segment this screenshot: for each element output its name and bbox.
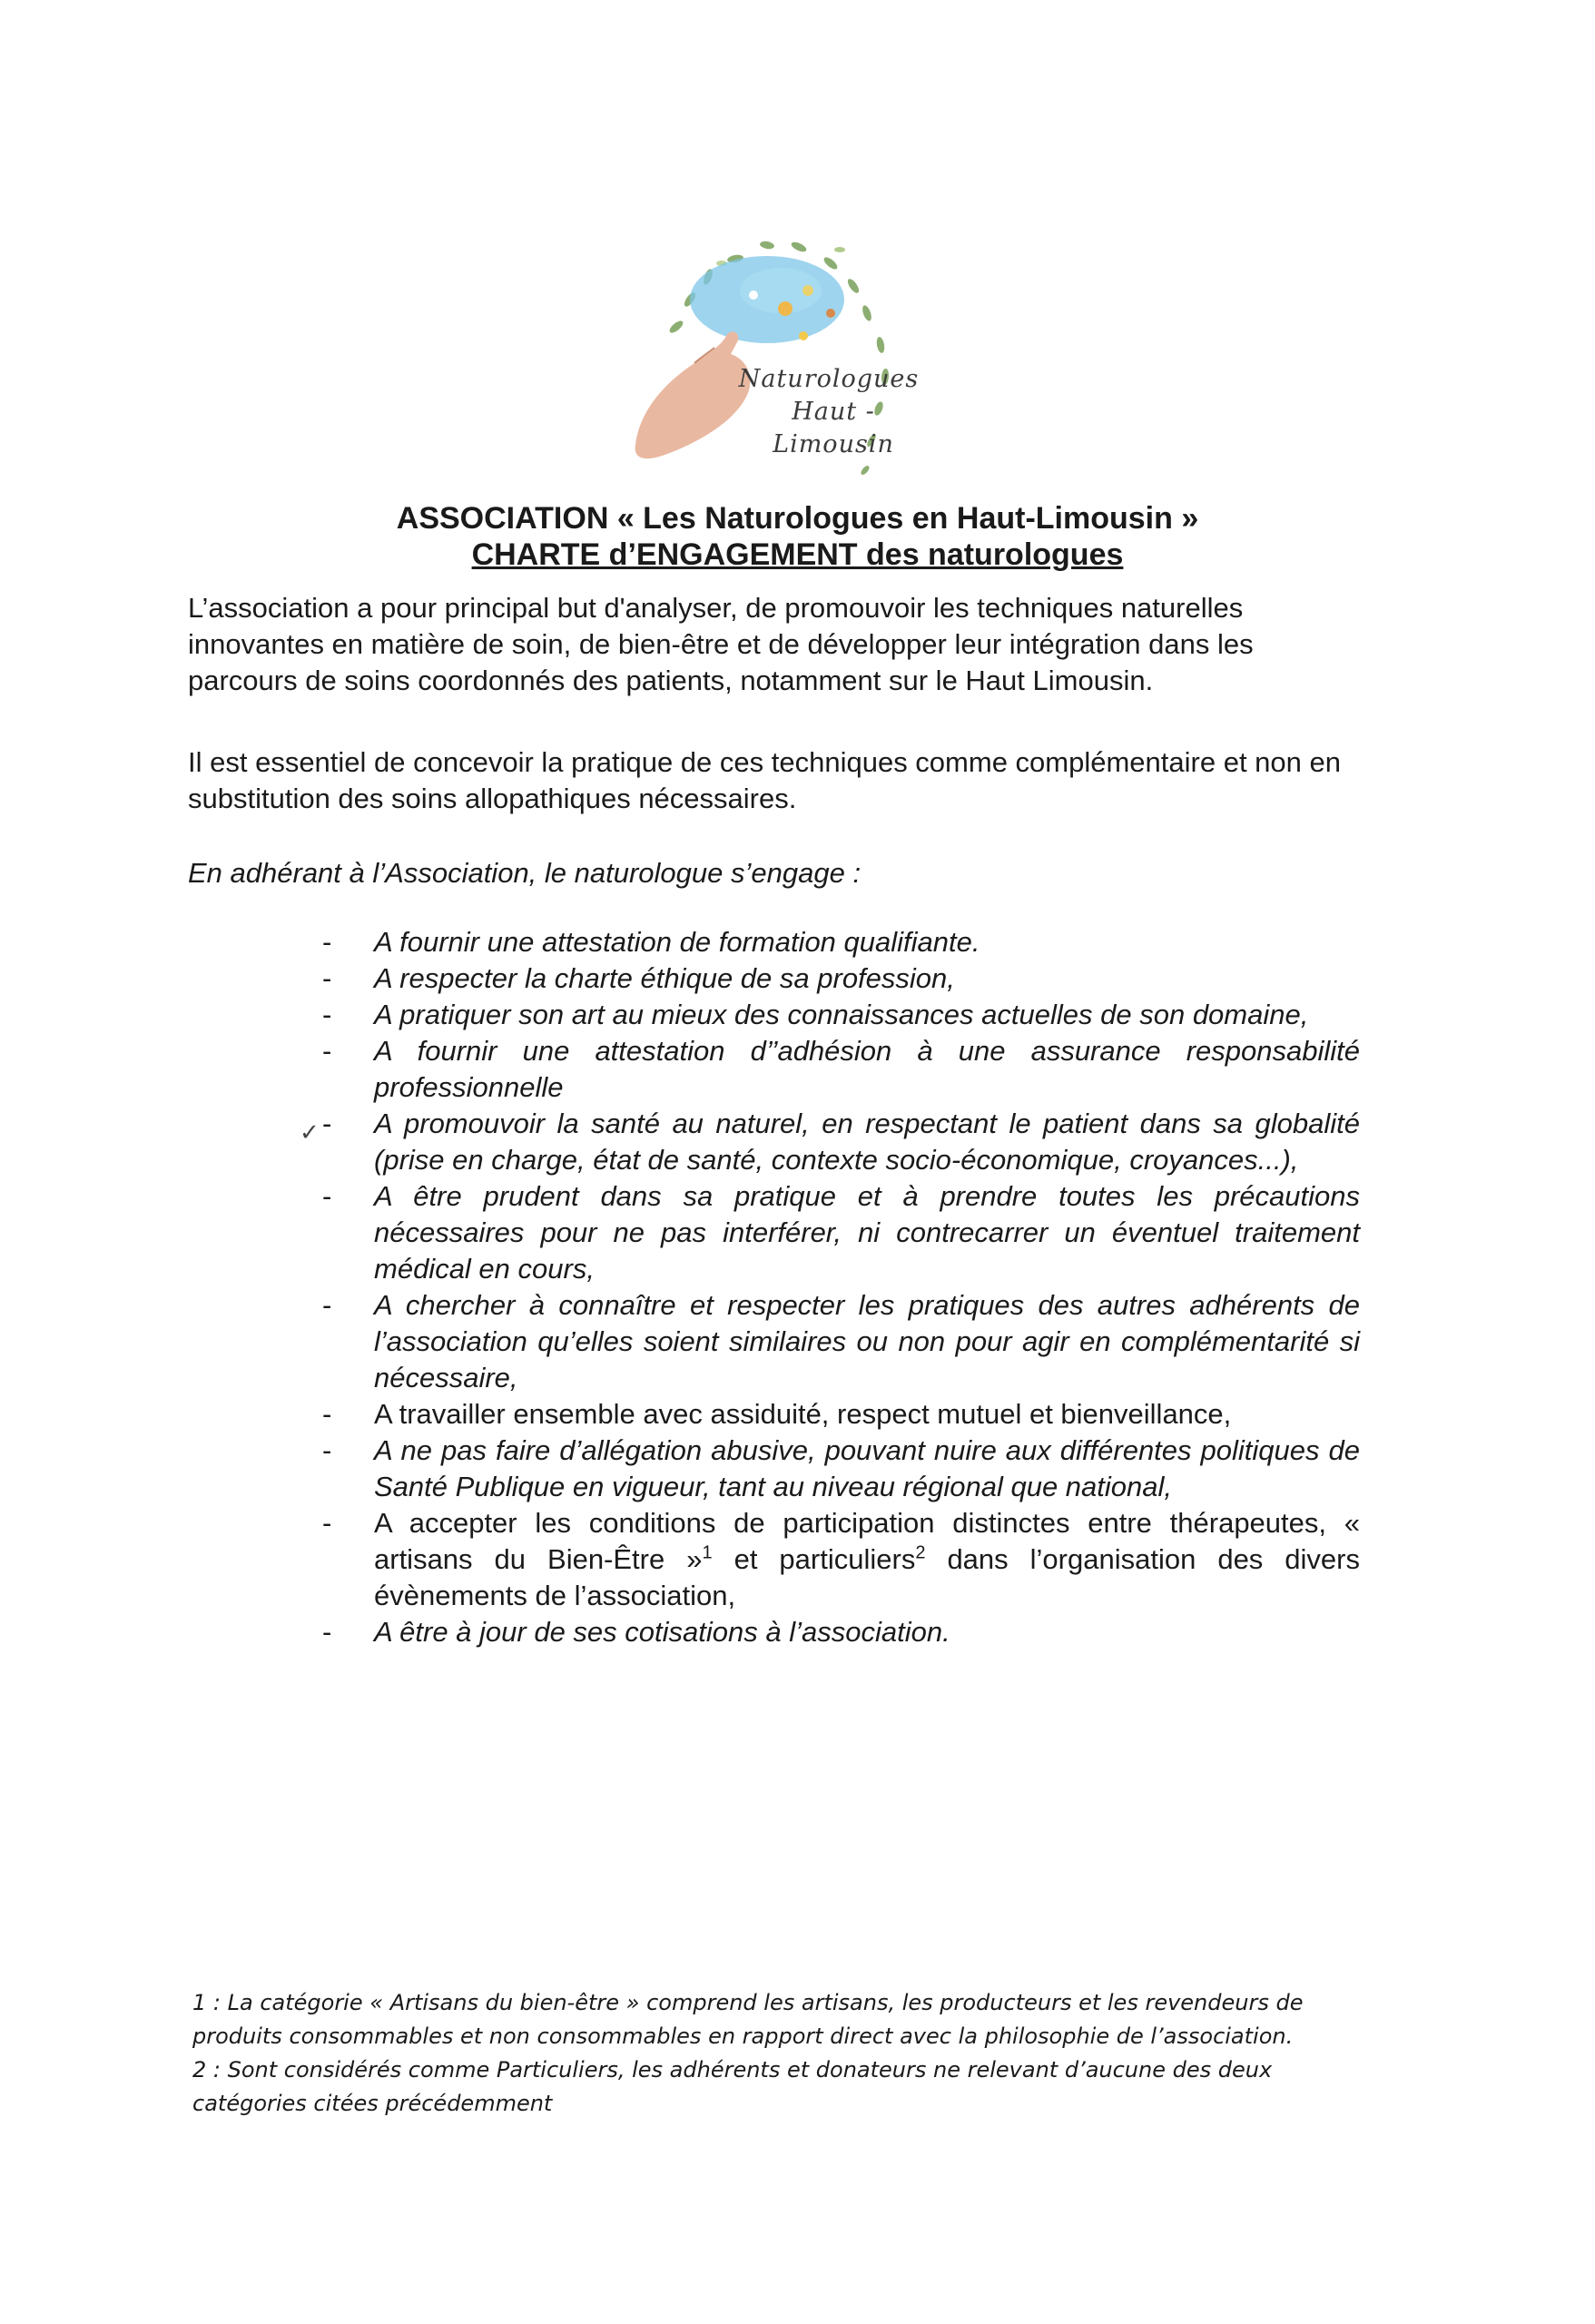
logo-text-line1: Naturologues xyxy=(738,365,920,393)
list-item: - A promouvoir la santé au naturel, en respectant le patient dans sa globalité (prise en charge, état de santé, contexte socio-économique, croyances...), xyxy=(322,1108,1360,1176)
list-item: - A fournir une attestation de formation qualifiante. xyxy=(322,926,980,958)
list-item: - A accepter les conditions de participation distinctes entre thérapeutes, « artisans du Bien-Être »$^1$ et particuliers$^2$ dans l’organisation des divers évènements de l’association, xyxy=(322,1507,1360,1611)
list-item: - A travailler ensemble avec assiduité, respect mutuel et bienveillance, xyxy=(322,1398,1232,1430)
list-item: - A fournir une attestation d’’adhésion à une assurance responsabilité professionnelle xyxy=(322,1035,1360,1103)
intro-paragraph-2: Il est essentiel de concevoir la pratique de ces techniques comme complémentaire et non en substitution des soins allopathiques nécessaires. xyxy=(188,746,1341,814)
intro-paragraph-1: L’association a pour principal but d'analyser, de promouvoir les techniques naturelles innovantes en matière de soin, de bien-être et de développer leur intégration dans les parcours de soins coordonnés des patients, notamment sur le Haut Limousin. xyxy=(188,592,1254,696)
footnotes xyxy=(192,1986,1364,2121)
list-item: - A chercher à connaître et respecter les pratiques des autres adhérents de l’association qu’elles soient similaires ou non pour agir en complémentarité si nécessaire, xyxy=(322,1289,1360,1393)
list-item: - A être à jour de ses cotisations à l’association. xyxy=(322,1616,950,1648)
logo-text xyxy=(729,363,929,461)
document-subtitle: CHARTE d’ENGAGEMENT des naturologues xyxy=(471,537,1124,572)
logo-text-line2: Haut - Limousin xyxy=(773,398,894,458)
list-item: - A respecter la charte éthique de sa profession, xyxy=(322,962,955,994)
tick-mark-icon: ✓ xyxy=(300,1118,320,1146)
commitment-intro: En adhérant à l’Association, le naturologue s’engage : xyxy=(188,857,861,889)
list-item: - A être prudent dans sa pratique et à prendre toutes les précautions nécessaires pour ne pas interférer, ni contrecarrer un éventuel traitement médical en cours, xyxy=(322,1180,1360,1285)
association-logo xyxy=(622,227,935,499)
list-item: - A ne pas faire d’allégation abusive, pouvant nuire aux différentes politiques de Santé Publique en vigueur, tant au niveau régional que national, xyxy=(322,1434,1360,1502)
footnote-2: 2 : Sont considérés comme Particuliers, les adhérents et donateurs ne relevant d’aucune des deux catégories citées précédemment xyxy=(192,2057,1273,2116)
document-title: ASSOCIATION « Les Naturologues en Haut-Limousin » xyxy=(396,501,1199,536)
footnote-1: 1 : La catégorie « Artisans du bien-être » comprend les artisans, les producteurs et les revendeurs de produits consommables et non consommables en rapport direct avec la philosophie de l’association. xyxy=(192,1990,1304,2049)
list-item: - A pratiquer son art au mieux des connaissances actuelles de son domaine, xyxy=(322,999,1309,1030)
commitments-list xyxy=(322,924,1360,1650)
